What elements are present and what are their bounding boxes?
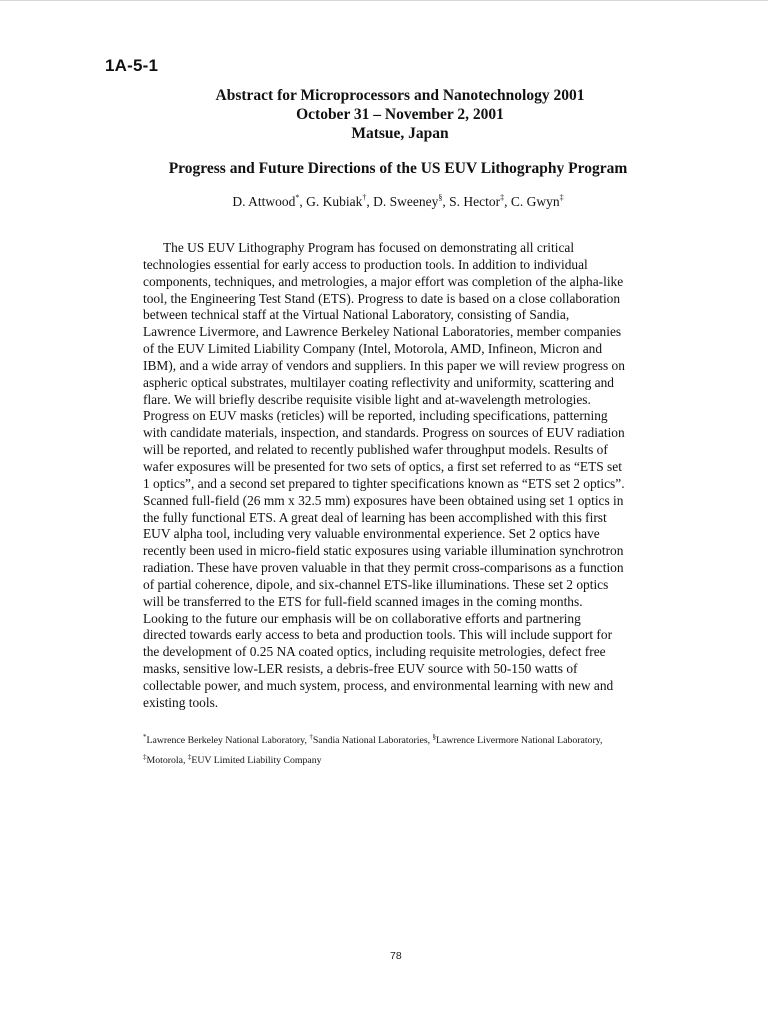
author-entry [373,194,449,209]
footnote-mark: ‡ [143,753,147,761]
page-number: 78 [390,950,402,962]
abstract-line: Progress on EUV masks (reticles) will be reported, including specifications, patterning [143,408,608,424]
footnote-mark: * [143,733,147,741]
conference-location-line: Matsue, Japan [351,125,449,142]
abstract-line: EUV alpha tool, including very valuable environmental experience. Set 2 optics have [143,526,600,542]
abstract-line: of partial coherence, dipole, and six-channel ETS-like illuminations. These set 2 optics [143,576,609,592]
abstract-line: will be reported, and related to recently published wafer throughput models. Results of [143,442,608,458]
author-entry [306,194,373,209]
footnote-affiliation: Lawrence Livermore National Laboratory, [436,735,603,746]
abstract-line: Lawrence Livermore, and Lawrence Berkeley National Laboratories, member companies [143,324,622,340]
abstract-line: Looking to the future our emphasis will be on collaborative efforts and partnering [143,610,581,626]
author-list [110,193,686,210]
top-border-line [0,0,768,1]
abstract-line: recently been used in micro-field static exposures using variable illumination synchrotron [143,543,624,559]
author-affiliation-mark: § [438,193,443,202]
author-separator: , [442,194,450,209]
footnote-affiliation: Lawrence Berkeley National Laboratory, [146,735,310,746]
abstract-line: existing tools. [143,694,219,710]
author-affiliation-mark: † [362,193,367,202]
paper-title: Progress and Future Directions of the US EUV Lithography Program [168,160,628,177]
abstract-line: components, techniques, and metrologies, a major effort was completion of the alpha-like [143,273,624,289]
abstract-line: will be transferred to the ETS for full-field scanned images in the coming months. [143,593,583,609]
abstract-line: flare. We will briefly describe requisite visible light and at-wavelength metrologies. [143,391,591,407]
footnote-affiliation: EUV Limited Liability Company [191,755,322,766]
abstract-line: wafer exposures will be presented for two sets of optics, a first set referred to as “ETS set [143,458,622,474]
footnote-affiliation: Sandia National Laboratories, [312,735,433,746]
author-entry [232,194,306,209]
footnote-mark: ‡ [187,753,192,761]
footnote-affiliation: Motorola, [146,755,188,766]
abstract-line: IBM), and a wide array of vendors and suppliers. In this paper we will review progress on [143,357,625,373]
author-name: G. Kubiak [306,194,363,209]
abstract-line: radiation. These have proven valuable in that they permit cross-comparisons as a function [143,560,624,576]
abstract-line: technologies essential for early access to production tools. In addition to individual [143,256,588,272]
author-entry [511,194,564,209]
abstract-line: between technical staff at the Virtual National Laboratory, consisting of Sandia, [143,307,570,323]
abstract-line: The US EUV Lithography Program has focused on demonstrating all critical [163,240,575,255]
conference-dates-line: October 31 – November 2, 2001 [296,106,504,123]
abstract-line: collectable power, and much system, process, and environmental learning with new and [143,677,614,693]
abstract-line: masks, sensitive low-LER resists, a debris-free EUV source with 50-150 watts of [143,661,578,677]
abstract-line: of the EUV Limited Liability Company (Intel, Motorola, AMD, Infineon, Micron and [143,341,603,357]
author-affiliation-mark: ‡ [559,193,564,202]
abstract-line: 1 optics”, and a second set prepared to tighter specifications known as “ETS set 2 optics”. [143,475,625,491]
footnote-line [143,749,663,769]
author-name: C. Gwyn [510,194,560,209]
author-entry [449,194,511,209]
session-id-label: 1A-5-1 [105,56,159,75]
affiliation-footnotes [143,729,663,769]
abstract-line: aspheric optical substrates, multilayer coating reflectivity and uniformity, scattering and [143,374,614,390]
abstract-line: the development of 0.25 NA coated optics, including requisite metrologies, defect free [143,644,606,660]
author-affiliation-mark: * [295,193,300,202]
footnote-mark: § [432,733,437,741]
abstract-line: directed towards early access to beta and production tools. This will include support for [143,627,613,643]
abstract-body [143,240,657,712]
conference-header-line: Abstract for Microprocessors and Nanotechnology 2001 [215,87,585,104]
abstract-line: the fully functional ETS. A great deal of learning has been accomplished with this first [143,509,607,525]
author-name: S. Hector [449,194,501,209]
author-separator: , [299,194,307,209]
author-name: D. Attwood [232,194,296,209]
author-separator: , [504,194,511,209]
abstract-line: tool, the Engineering Test Stand (ETS). Progress to date is based on a close collaboration [143,290,621,306]
author-affiliation-mark: ‡ [500,193,505,202]
abstract-line: Scanned full-field (26 mm x 32.5 mm) exposures have been obtained using set 1 optics in [143,492,624,508]
footnote-line [143,729,663,749]
author-name: D. Sweeney [373,194,439,209]
conference-header [140,86,660,143]
footnote-mark: † [309,733,313,741]
abstract-line: with candidate materials, inspection, and standards. Progress on sources of EUV radiation [143,425,625,441]
author-separator: , [366,194,374,209]
